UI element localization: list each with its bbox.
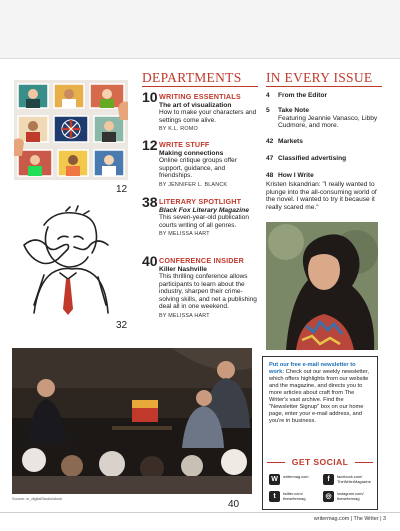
how-i-write-quote: Kristen Iskandrian: "I really wanted to plunge into the all-consuming world of the novel. I wanted to try it because it really scared me." [266, 181, 377, 211]
department-page-number: 10 [142, 89, 158, 105]
twitter-icon: t [269, 491, 280, 502]
issue-page-number: 5 [266, 107, 270, 114]
social-rule-right [355, 462, 373, 463]
department-byline: BY JENNIFER L. BLANCK [159, 181, 228, 188]
website-icon: W [269, 474, 280, 485]
departments-rule [142, 86, 258, 87]
footer-rule [0, 512, 400, 513]
department-byline: BY MELISSA HART [159, 231, 210, 238]
department-page-number: 12 [142, 137, 158, 153]
department-category: WRITE STUFF [159, 140, 210, 149]
issue-subtitle: Featuring Jeannie Vanasco, Libby Cudmore, and more. [278, 114, 378, 130]
department-description: Online critique groups offer support, guidance, and friendships. [159, 157, 237, 180]
photo-credit: Source: m_digitalStudio/stock [12, 497, 63, 501]
department-description: This seven-year-old publication courts writing of all genres. [159, 214, 249, 229]
department-page-number: 40 [142, 253, 158, 269]
issue-title: Markets [278, 138, 303, 145]
department-title: The art of visualization [159, 102, 232, 109]
issue-title: Classified advertising [278, 155, 347, 162]
department-title: Killer Nashville [159, 266, 207, 273]
issue-page-number: 47 [266, 155, 274, 162]
newsletter-body: Check out our weekly newsletter, which offers highlights from our website and the magazine, and directs you to more articles about craft from The Writer's vast archive. Find the "Newsletter Signup" box on our home page, enter your e-mail address, and you're in business. [269, 369, 369, 424]
facebook-link[interactable]: f facebook.com/ TheWriterMagazine [323, 473, 375, 489]
newsletter-lead: Put our free e-mail newsletter to work: [269, 362, 356, 375]
department-description: How to make your characters and settings come alive. [159, 109, 257, 124]
page-footer [0, 512, 400, 531]
department-title: Black Fox Literary Magazine [159, 207, 249, 214]
instagram-icon: ◎ [323, 491, 334, 502]
newsletter-text [269, 362, 371, 425]
conference-photo [12, 348, 252, 494]
facebook-icon: f [323, 474, 334, 485]
department-category: WRITING ESSENTIALS [159, 92, 241, 101]
newsletter-box [262, 356, 378, 510]
photo-page-number: 40 [228, 499, 240, 510]
departments-heading: DEPARTMENTS [142, 70, 242, 85]
illustration-page-number: 32 [116, 320, 128, 331]
top-band [0, 0, 400, 58]
issue-entry[interactable] [266, 155, 386, 163]
issue-page-number: 48 [266, 172, 274, 179]
department-category: LITERARY SPOTLIGHT [159, 197, 242, 206]
department-entry[interactable] [142, 137, 258, 188]
department-title: Making connections [159, 150, 224, 157]
department-byline: BY K.L. ROMO [159, 126, 198, 133]
issue-title: How I Write [278, 172, 314, 179]
department-entry[interactable] [142, 253, 258, 319]
issue-page-number: 42 [266, 138, 274, 145]
illustration-page-number: 12 [116, 184, 128, 195]
video-chat-illustration [14, 80, 128, 180]
department-byline: BY MELISSA HART [159, 312, 210, 319]
issue-title: Take Note [278, 107, 310, 114]
issue-entry[interactable] [266, 172, 386, 180]
department-category: CONFERENCE INSIDER [159, 256, 245, 265]
instagram-link[interactable]: ◎ instagram.com/ thewritermag [323, 490, 375, 506]
issue-entry[interactable] [266, 107, 386, 130]
author-portrait [266, 222, 378, 350]
issue-entry[interactable] [266, 138, 386, 146]
website-link[interactable]: W writermag.com [269, 473, 321, 489]
department-entry[interactable] [142, 89, 258, 133]
footer-text: writermag.com | The Writer | 3 [313, 516, 386, 522]
department-page-number: 38 [142, 194, 158, 210]
frustrated-writer-illustration [14, 205, 128, 317]
twitter-link[interactable]: t twitter.com/ thewritermag [269, 490, 321, 506]
top-divider [0, 58, 400, 59]
get-social-heading: GET SOCIAL [291, 457, 349, 467]
issue-entry[interactable] [266, 92, 386, 100]
department-description: This thrilling conference allows participants to learn about the industry, sharpen their crime-solving skills, and net a publishing deal all in one weekend. [159, 273, 257, 311]
issue-page-number: 4 [266, 92, 270, 99]
department-entry[interactable] [142, 194, 258, 238]
every-issue-heading: IN EVERY ISSUE [266, 70, 373, 85]
issue-title: From the Editor [278, 92, 328, 99]
every-issue-rule [266, 86, 382, 87]
